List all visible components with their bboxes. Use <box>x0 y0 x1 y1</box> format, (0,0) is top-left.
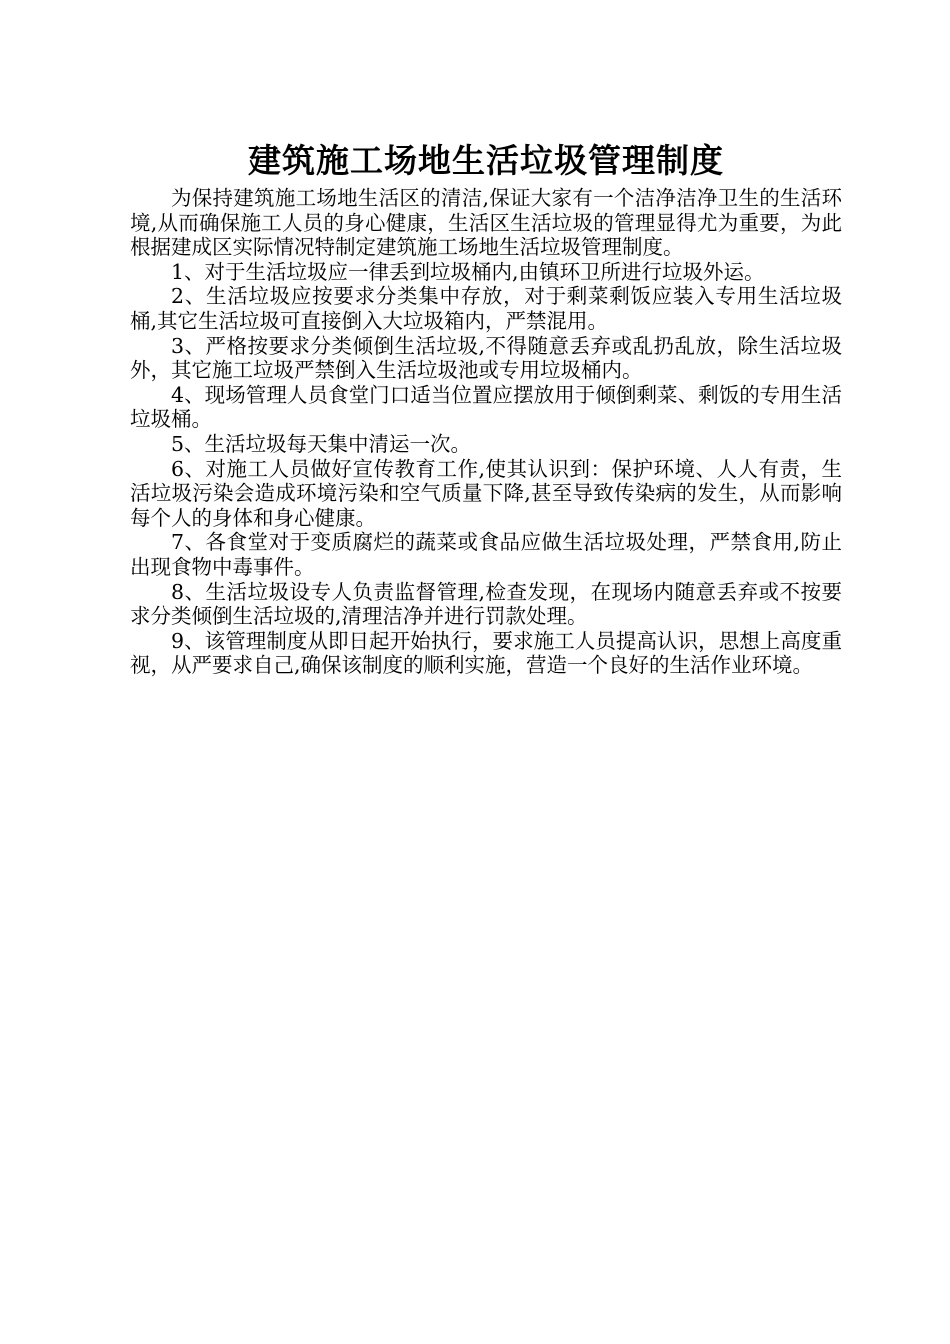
intro-paragraph: 为保持建筑施工场地生活区的清洁,保证大家有一个洁净洁净卫生的生活环境,从而确保施工人员的身心健康，生活区生活垃圾的管理显得尤为重要，为此根据建成区实际情况特制定建筑施工场地生活垃圾管理制度。 <box>130 186 842 260</box>
rule-item-3: 3、严格按要求分类倾倒生活垃圾,不得随意丢弃或乱扔乱放，除生活垃圾外，其它施工垃圾严禁倒入生活垃圾池或专用垃圾桶内。 <box>130 333 842 383</box>
rule-item-8: 8、生活垃圾设专人负责监督管理,检查发现，在现场内随意丢弃或不按要求分类倾倒生活垃圾的,清理洁净并进行罚款处理。 <box>130 579 842 629</box>
rule-item-4: 4、现场管理人员食堂门口适当位置应摆放用于倾倒剩菜、剩饭的专用生活垃圾桶。 <box>130 382 842 432</box>
rule-item-7: 7、各食堂对于变质腐烂的蔬菜或食品应做生活垃圾处理，严禁食用,防止出现食物中毒事件。 <box>130 530 842 579</box>
rule-item-6: 6、对施工人员做好宣传教育工作,使其认识到：保护环境、人人有责，生活垃圾污染会造成环境污染和空气质量下降,甚至导致传染病的发生，从而影响每个人的身体和身心健康。 <box>130 456 842 530</box>
document-title: 建筑施工场地生活垃圾管理制度 <box>248 141 724 180</box>
rule-item-5: 5、生活垃圾每天集中清运一次。 <box>171 431 472 456</box>
rule-item-9: 9、该管理制度从即日起开始执行，要求施工人员提高认识，思想上高度重视，从严要求自己,确保该制度的顺利实施，营造一个良好的生活作业环境。 <box>130 628 842 678</box>
document-body <box>130 140 842 678</box>
rule-item-2: 2、生活垃圾应按要求分类集中存放，对于剩菜剩饭应装入专用生活垃圾桶,其它生活垃圾可直接倒入大垃圾箱内，严禁混用。 <box>130 284 842 333</box>
rule-item-1: 1、对于生活垃圾应一律丢到垃圾桶内,由镇环卫所进行垃圾外运。 <box>171 259 765 284</box>
